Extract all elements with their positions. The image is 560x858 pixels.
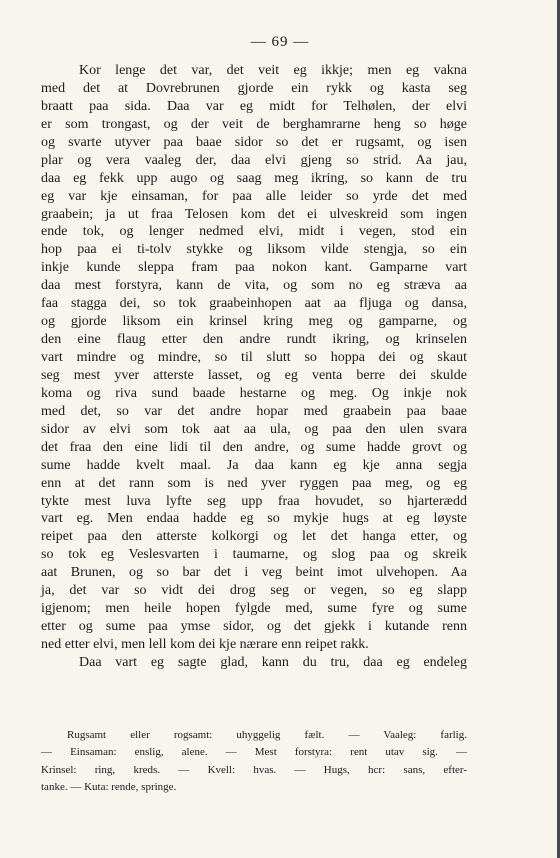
paragraph [41, 62, 467, 654]
page-number: — 69 — [250, 34, 310, 50]
text-line: plar og vera vaaleg der, daa elvi gjeng so strid. Aa jau, [41, 152, 467, 168]
text-line: etter og sume paa ymse sidor, og det gjekk i kutande renn [41, 619, 467, 635]
text-line: tykte mest luva lyfte seg upp fraa hovudet, so hjarterædd [41, 493, 467, 509]
paragraph [41, 654, 467, 672]
text-line: aat Brunen, og so bar det i veg beint imot ulvehopen. Aa [41, 565, 467, 581]
text-line: og gjorde liksom ein krinsel kring meg og gamparne, og [41, 314, 467, 330]
text-line: ned etter elvi, men lell kom dei kje nærare enn reipet rakk. [41, 637, 369, 652]
text-line: graabein; ja ut fraa Telosen kom det ei ulveskreid som ingen [41, 206, 467, 222]
text-line: enn at det rann som is ned yver ryggen paa meg, og eg [41, 475, 467, 491]
text-line: med det at Dovrebrunen gjorde ein rykk og kasta seg [41, 80, 467, 96]
text-line: hop paa ei ti-tolv stykke og liksom vilde stengja, so ein [41, 242, 467, 258]
footnote-line: Rugsamt eller rogsamt: uhyggelig fælt. — Vaaleg: farlig. [67, 729, 467, 741]
text-line: vart eg. Men endaa hadde eg so mykje hugs at eg løyste [41, 511, 467, 527]
text-line: vart mindre og mindre, so til slutt so hoppa dei og skaut [41, 350, 467, 365]
text-line: daa mest forstyra, kann de vita, og som no eg stræva aa [41, 278, 467, 294]
text-line: braatt paa sida. Daa var eg midt for Telhølen, der elvi [41, 98, 467, 114]
text-line: den eine flaug etter den andre rundt ikring, og krinselen [41, 332, 467, 348]
text-line: Kor lenge det var, det veit eg ikkje; men eg vakna [79, 63, 467, 78]
text-line: med det, so var det andre hopar med graabein paa baae [41, 403, 467, 419]
text-line: so tok eg Veslesvarten i taumarne, og slog paa og skreik [41, 547, 467, 563]
text-line: og svarte utyver paa baae sidor so det er rugsamt, og isen [41, 134, 467, 150]
text-line: koma og riva sund baade hestarne og meg. Og inkje nok [41, 385, 467, 401]
text-line: faa stagga dei, so tok graabeinhopen aat aa fljuga og dansa, [41, 296, 467, 312]
text-line: inkje kunde sleppa fram paa nokon kant. Gamparne vart [41, 260, 467, 276]
text-line: er som trongast, og der veit de berghamrarne heng so høge [41, 116, 467, 132]
text-line: daa eg fekk upp augo og saag meg ikring, so kann de tru [41, 170, 467, 186]
footnotes [41, 727, 467, 796]
text-line: sume hadde kvelt maal. Ja daa kann eg kje anna segja [41, 457, 467, 473]
body-text [41, 62, 467, 672]
text-line: det fraa den eine lidi til den andre, og sume hadde grovt og [41, 439, 467, 455]
footnote-line: — Einsaman: enslig, alene. — Mest forstyra: rent utav sig. — [41, 746, 467, 759]
text-line: Daa vart eg sagte glad, kann du tru, daa eg endeleg [79, 654, 467, 670]
footnote-line: tanke. — Kuta: rende, springe. [41, 780, 177, 793]
footnote-line: Krinsel: ring, kreds. — Kvell: hvas. — Hugs, hcr: sans, efter- [41, 763, 467, 776]
text-line: ja, det var so vidt dei drog seg or vegen, so eg slapp [41, 583, 467, 599]
text-line: seg mest yver atterste lasset, og eg venta berre dei skulde [41, 367, 467, 383]
text-line: reipet paa den atterste kolkorgi og let det hanga etter, og [41, 529, 467, 545]
text-line: ende tok, og lenger nedmed elvi, midt i vegen, stod ein [41, 224, 467, 240]
text-line: sidor av elvi som tok aat aa ula, og paa den ulen svara [41, 421, 467, 437]
text-line: igjenom; men heile hopen fylgde med, sume fyre og sume [41, 601, 467, 617]
text-line: eg var kje einsaman, for paa alle leider so yrde det med [41, 188, 467, 204]
